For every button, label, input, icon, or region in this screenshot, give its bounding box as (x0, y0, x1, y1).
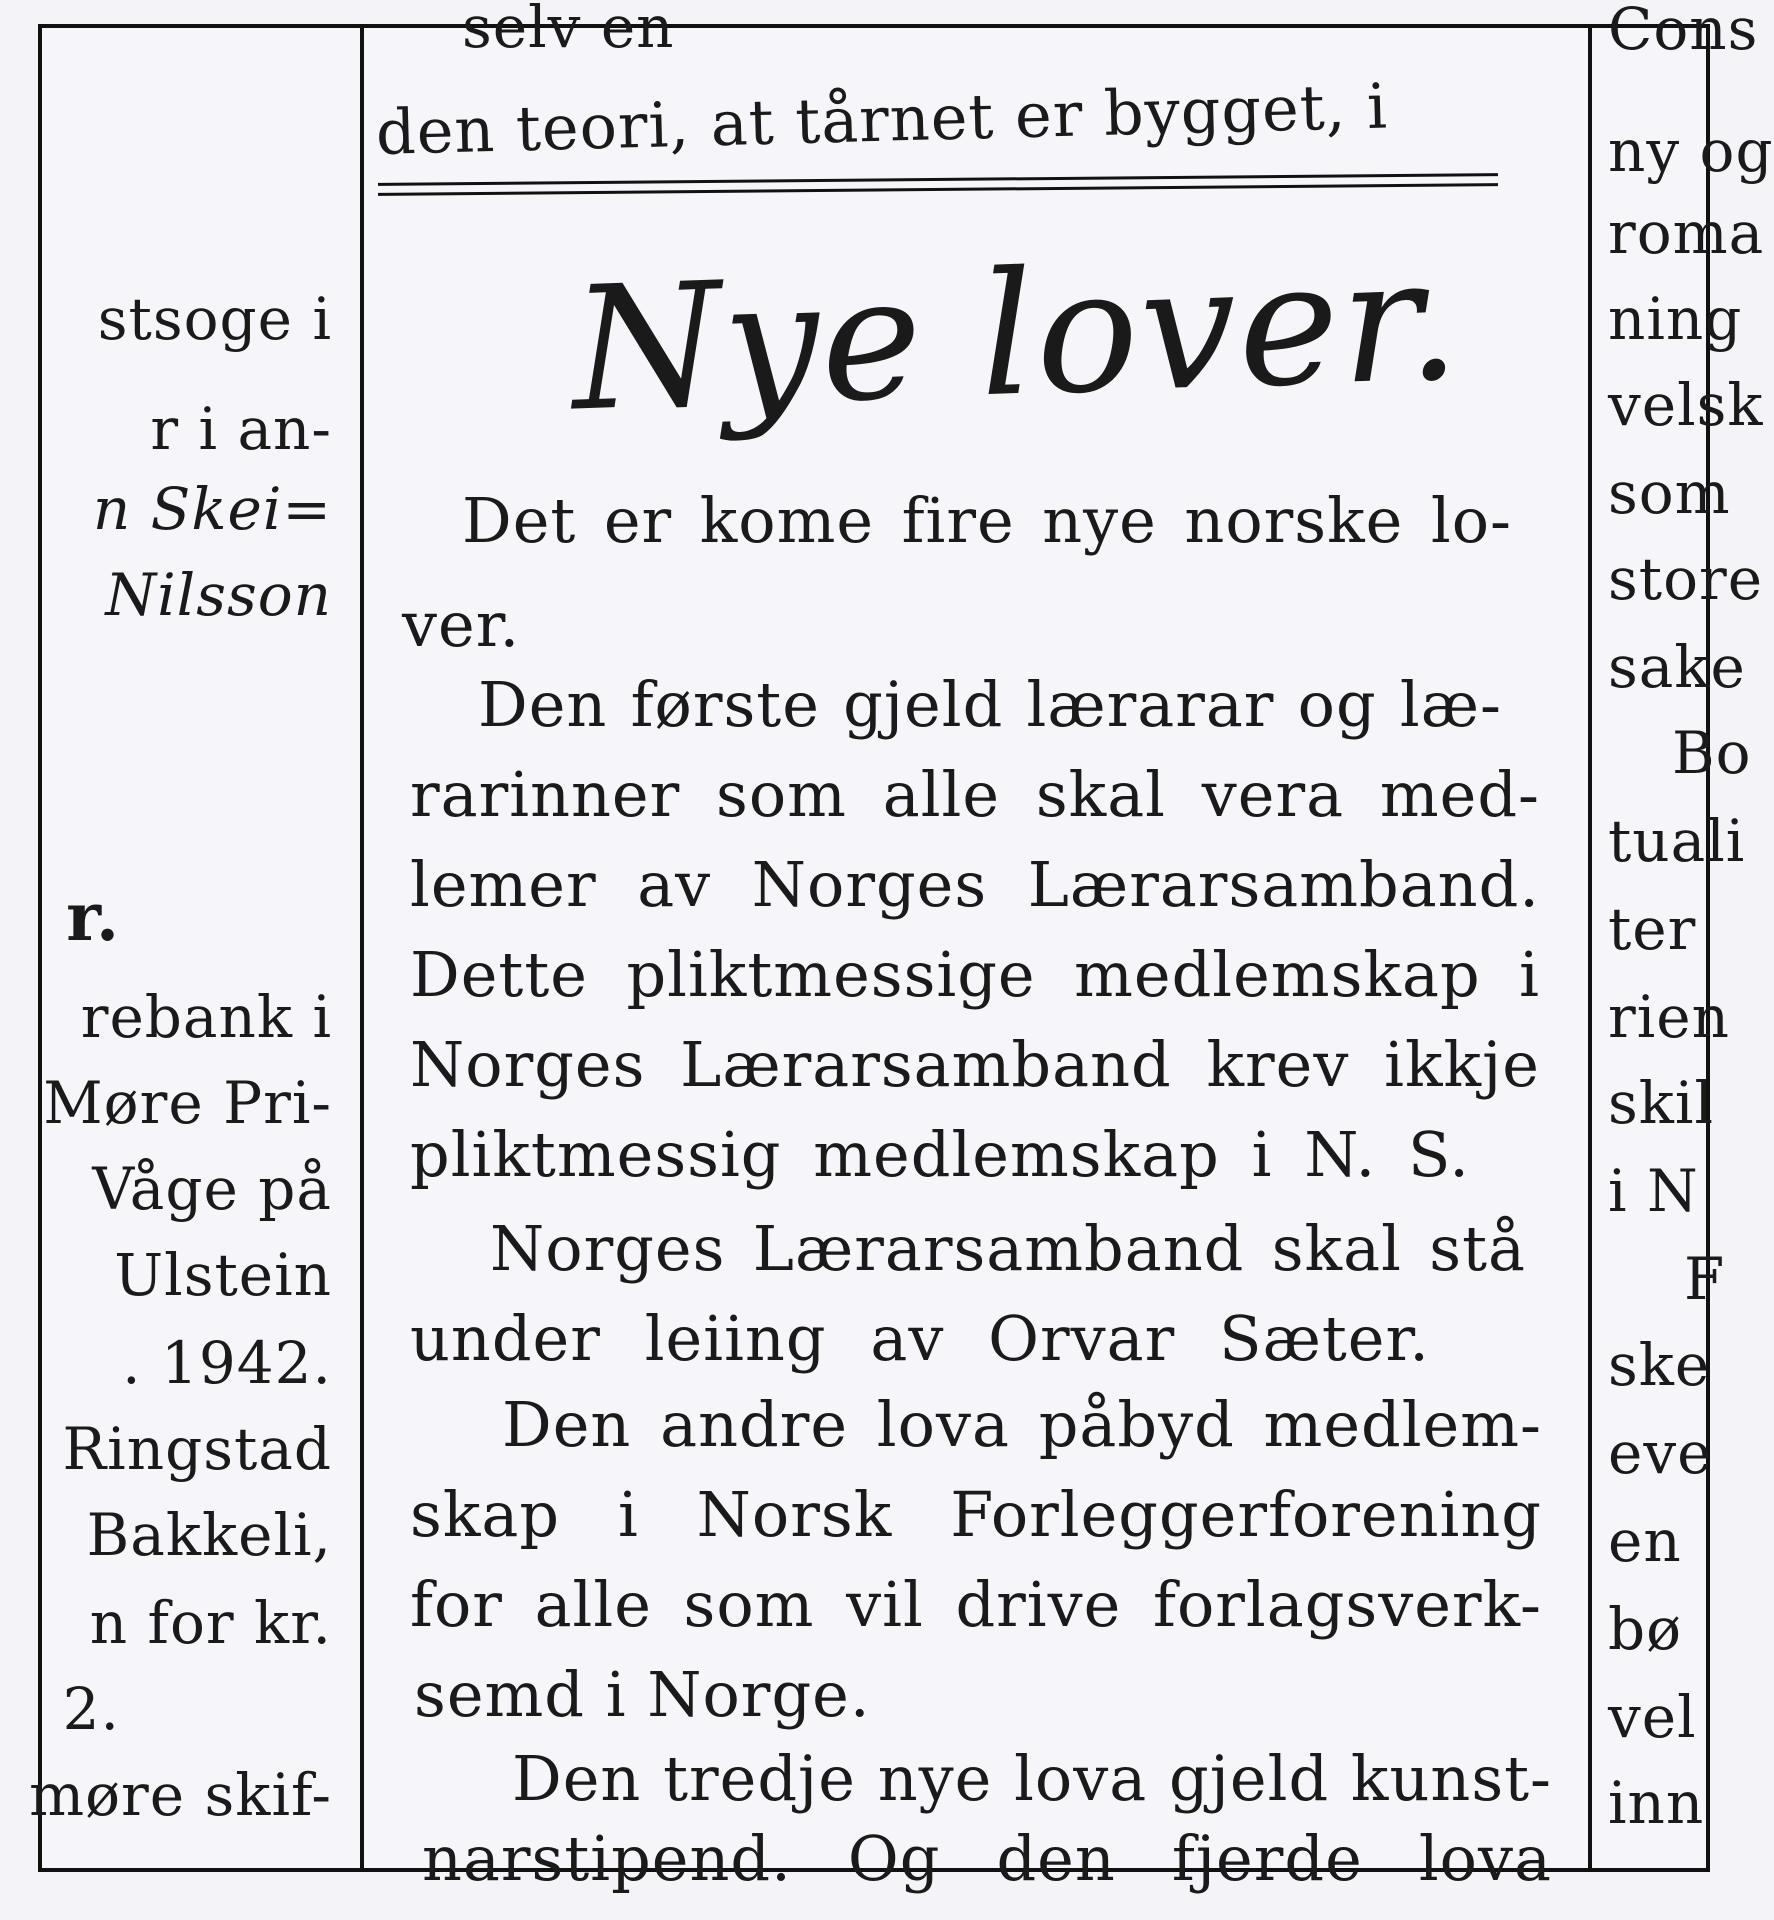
left-heading-fragment: r. (66, 878, 120, 956)
column-rule-left (360, 28, 364, 1868)
paragraph-line: pliktmessig medlemskap i N. S. (410, 1118, 1470, 1191)
paragraph-line: for alle som vil drive forlagsverk- (410, 1568, 1542, 1641)
left-line: Ringstad (62, 1415, 332, 1483)
right-line: ny og (1608, 117, 1774, 185)
left-line: Møre Pri- (43, 1069, 332, 1137)
right-line: tuali (1608, 807, 1746, 875)
right-line: Bo (1672, 719, 1752, 787)
left-line: r i an- (150, 395, 332, 463)
right-line: bø (1608, 1595, 1683, 1663)
right-line: inn (1608, 1769, 1705, 1837)
paragraph-line: Norges Lærarsamband skal stå (490, 1212, 1526, 1285)
paragraph-line: Norges Lærarsamband krev ikkje (410, 1028, 1540, 1101)
left-line: . 1942. (122, 1329, 332, 1397)
top-fragment: selv en (462, 0, 675, 61)
right-line: skil (1608, 1069, 1715, 1137)
right-line: rien (1608, 983, 1730, 1051)
right-line: som (1608, 459, 1731, 527)
right-column (1592, 0, 1774, 1868)
right-line: i N (1608, 1157, 1699, 1225)
right-line: roma (1608, 199, 1765, 267)
paragraph-line: Den andre lova påbyd medlem- (502, 1388, 1542, 1461)
paragraph-line: narstipend. Og den fjerde lova (422, 1822, 1552, 1895)
double-rule-bottom (378, 183, 1498, 196)
paragraph-line: Den tredje nye lova gjeld kunst- (512, 1742, 1552, 1815)
paragraph-line: rarinner som alle skal vera med- (410, 758, 1540, 831)
right-line: ter (1608, 895, 1697, 963)
paragraph-line: semd i Norge. (414, 1658, 871, 1731)
right-line: velsk (1608, 371, 1764, 439)
paragraph-line: ver. (402, 588, 521, 661)
right-line: store (1608, 545, 1764, 613)
left-line: Bakkeli, (86, 1501, 332, 1569)
left-line: Våge på (92, 1155, 332, 1223)
left-line: 2. (62, 1675, 120, 1743)
right-line: F (1684, 1245, 1726, 1313)
left-line: Ulstein (114, 1241, 332, 1309)
left-line: møre skif- (29, 1761, 332, 1829)
right-line: ning (1608, 285, 1743, 353)
paragraph-line: Det er kome fire nye norske lo- (462, 484, 1512, 557)
headline: Nye lover. (568, 220, 1465, 450)
paragraph-line: lemer av Norges Lærarsamband. (410, 848, 1540, 921)
right-line: Cons (1608, 0, 1759, 63)
right-line: eve (1608, 1419, 1713, 1487)
left-line: n for kr. (89, 1589, 332, 1657)
left-line: Nilsson (105, 561, 332, 629)
right-line: en (1608, 1507, 1682, 1575)
top-line: den teori, at tårnet er bygget, i (375, 69, 1389, 169)
left-line: n Skei= (92, 475, 332, 543)
right-line: ske (1608, 1331, 1711, 1399)
newspaper-clipping (29, 0, 1774, 1895)
paragraph-line: skap i Norsk Forleggerforening (410, 1478, 1542, 1551)
paragraph-line: Dette pliktmessige medlemskap i (410, 938, 1540, 1011)
right-line: vel (1608, 1683, 1697, 1751)
paragraph-line: Den første gjeld lærarar og læ- (478, 668, 1502, 741)
left-column (29, 28, 360, 1868)
paragraph-line: under leiing av Orvar Sæter. (410, 1302, 1430, 1375)
left-line: stsoge i (97, 285, 332, 353)
left-line: rebank i (80, 983, 332, 1051)
right-line: sake (1608, 633, 1746, 701)
